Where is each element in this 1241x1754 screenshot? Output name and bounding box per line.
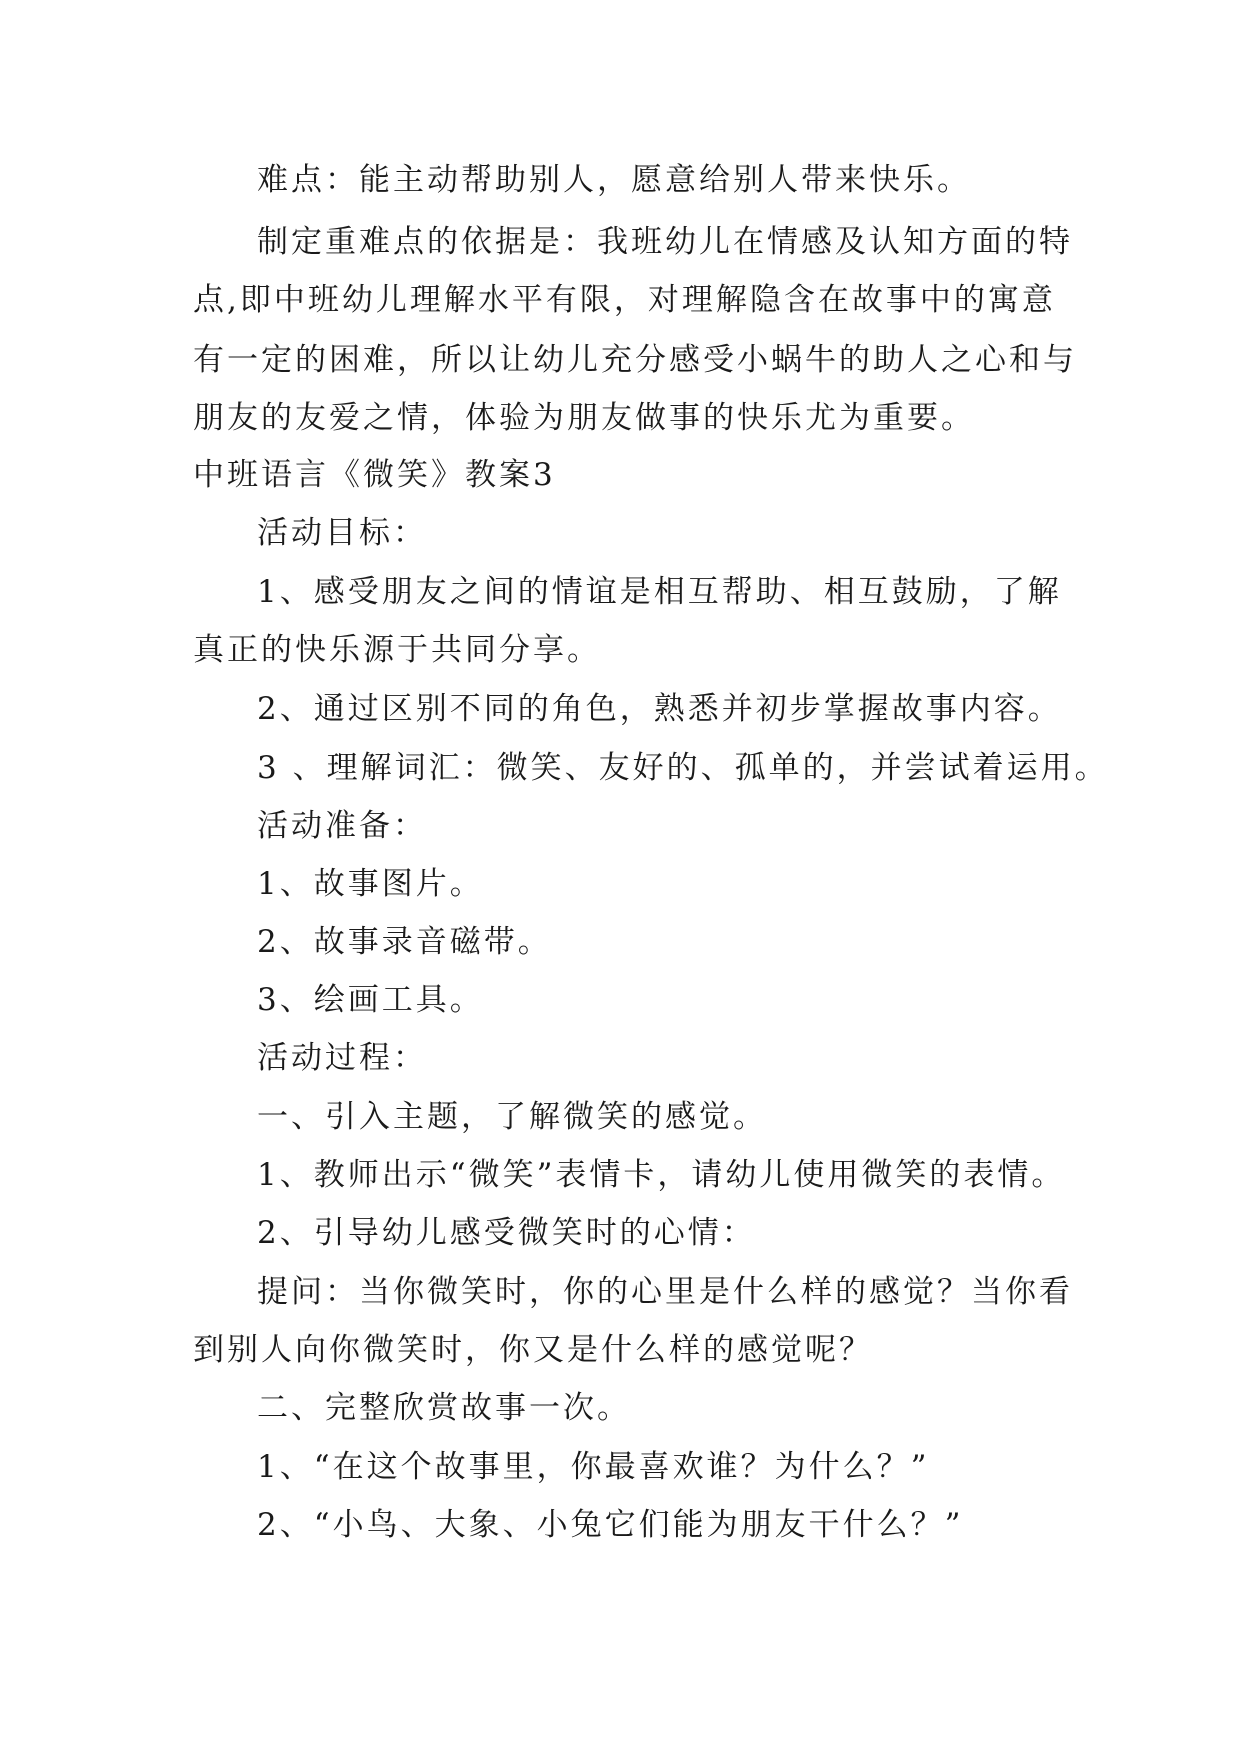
heading-activity-goals: 活动目标：: [257, 515, 427, 551]
goal-2: 2、通过区别不同的角色，熟悉并初步掌握故事内容。: [257, 691, 1062, 727]
heading-activity-preparation: 活动准备：: [257, 808, 427, 844]
paragraph-difficulty: 难点：能主动帮助别人，愿意给别人带来快乐。: [257, 162, 971, 198]
preparation-1: 1、故事图片。: [257, 866, 484, 902]
preparation-3: 3、绘画工具。: [257, 982, 484, 1018]
paragraph-basis-line-4: 朋友的友爱之情，体验为朋友做事的快乐尤为重要。: [193, 400, 975, 436]
goal-1-line-1: 1、感受朋友之间的情谊是相互帮助、相互鼓励，了解: [257, 574, 1062, 610]
process-step-1: 一、引入主题，了解微笑的感觉。: [257, 1099, 767, 1135]
section-title: 中班语言《微笑》教案3: [193, 457, 556, 493]
process-step-1-item-2: 2、引导幼儿感受微笑时的心情：: [257, 1215, 756, 1251]
question-line-2: 到别人向你微笑时，你又是什么样的感觉呢？: [193, 1332, 873, 1368]
process-step-1-item-1: 1、教师出示“微笑”表情卡，请幼儿使用微笑的表情。: [257, 1157, 1066, 1193]
paragraph-basis-line-2: 点,即中班幼儿理解水平有限，对理解隐含在故事中的寓意: [193, 282, 1056, 318]
goal-1-line-2: 真正的快乐源于共同分享。: [193, 632, 601, 668]
goal-3: 3 、理解词汇：微笑、友好的、孤单的，并尝试着运用。: [257, 750, 1109, 786]
paragraph-basis-line-3: 有一定的困难，所以让幼儿充分感受小蜗牛的助人之心和与: [193, 342, 1077, 378]
paragraph-basis-line-1: 制定重难点的依据是：我班幼儿在情感及认知方面的特: [257, 224, 1073, 260]
process-step-2: 二、完整欣赏故事一次。: [257, 1390, 631, 1426]
heading-activity-process: 活动过程：: [257, 1040, 427, 1076]
preparation-2: 2、故事录音磁带。: [257, 924, 552, 960]
question-line-1: 提问：当你微笑时，你的心里是什么样的感觉？当你看: [257, 1274, 1073, 1310]
process-step-2-item-1: 1、“在这个故事里，你最喜欢谁？为什么？”: [257, 1449, 930, 1485]
process-step-2-item-2: 2、“小鸟、大象、小兔它们能为朋友干什么？”: [257, 1507, 964, 1543]
